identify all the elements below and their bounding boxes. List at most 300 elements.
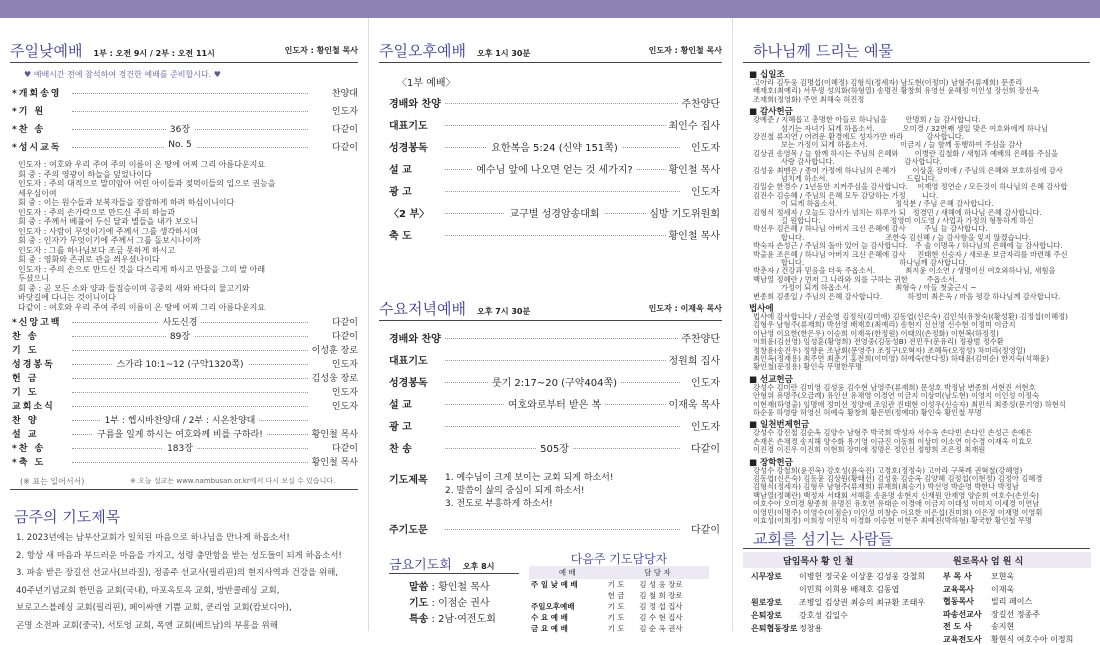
offering-line: 김동엽(신은숙) 김동윤 김상원(황태선) 김성웅 김순옥 김양혜 김정섭(이현정) 김정아 김혜경 — [753, 474, 1043, 483]
offering-line: 김형우 남형주(류재희) 박선영 배재호(최예리) 송현지 신선영 신수현 이정미 이금지 — [753, 320, 1016, 330]
wed-prayer-item: 2. 말씀이 삶의 중심이 되게 하소서! — [445, 486, 585, 496]
order-label: 설 교 — [389, 400, 412, 411]
order-leader: 인도자 — [688, 418, 720, 433]
offering-line: 강성수 강진철 김순옥 김양수 남형주 박국희 박성자 서수옥 손다빈 손다인 손성근 손예은 — [753, 428, 1033, 438]
separator: : — [428, 598, 439, 609]
servant-row — [751, 597, 925, 608]
divider — [743, 62, 1090, 63]
prayer-item: 곤명 소전파 교회(중국), 서토엉 교회, 폭앤 교회(베트남)의 부흥을 위해 — [16, 620, 278, 631]
closing-right: 다같이 — [688, 521, 720, 536]
order-leader: 인도자 — [329, 399, 358, 412]
offering-line: 백남열(정혜란) 백정자 서태회 서해훈 송윤명 송현지 신재원 안재영 양순희 여호수(손인숙) — [753, 490, 1040, 500]
wednesday-header — [379, 298, 722, 320]
dotted-leader — [72, 378, 308, 379]
order-label: *찬 송 — [12, 444, 46, 454]
offering-line: 이영민(이명주) 이영수(이점순) 이인성 이창순 이요한 이은섭(진미희) 이은정 이재명 이영휘 — [753, 507, 1043, 517]
table-row — [529, 623, 709, 634]
servant-row — [751, 623, 822, 634]
order-row — [12, 399, 358, 413]
dotted-leader — [72, 350, 308, 351]
table-row — [529, 601, 709, 612]
servant-names: 이민희 이희용 배재호 김동엽 — [799, 585, 900, 594]
order-row — [12, 86, 358, 100]
offering-line: 법사에 감사합니다 / 권순영 김정식(김미애) 김동엽(신은숙) 김인석(유창숙)(황성환) 김정섭(이혜정) — [753, 312, 1069, 321]
order-label: 성경봉독 — [12, 360, 55, 370]
responsive-line: 다같이 : 여호와 우리 주여 주의 이름이 온 땅에 어찌 그리 아름다운지요 — [18, 302, 266, 312]
order-row — [389, 227, 720, 243]
next-week-block — [529, 550, 709, 567]
servant-role: 협동목사 — [943, 597, 974, 606]
order-label: 광 고 — [389, 187, 412, 198]
order-label: 찬 양 — [12, 416, 39, 426]
table-cell: 주일오후예배 — [531, 602, 575, 611]
order-label: 광 고 — [389, 422, 412, 433]
order-content — [449, 374, 660, 389]
offering-line: 김상권 송영목 / 늘 함께 하시는 주님의 은혜와 이병란 김철화 / 새힘과 예배의 은혜를 주심을 — [753, 148, 1059, 158]
offering-line: 여호수아 오미경 왕종희 유명진 유호연 유태순 이경애 이금지 이대성 이미지 이세경 이연남 — [753, 499, 1040, 509]
dotted-leader — [445, 338, 680, 339]
friday-time: 오후 8시 — [462, 562, 495, 571]
responsive-line: 세우심이여 — [18, 188, 57, 198]
dotted-leader — [445, 360, 680, 361]
order-leader: 인도자 — [688, 374, 720, 389]
order-row — [12, 343, 358, 357]
table-cell: 김 수 현 집사 — [639, 613, 683, 622]
order-leader: 주찬양단 — [678, 95, 720, 110]
offering-line: 강성수 강철희(윤진옥) 강호성(윤숙진) 고경호(정정숙) 고아라 구복례 권혁철(강혜영) — [753, 465, 1023, 475]
offering-line: 넘치게 하소서. 드립니다. — [753, 174, 938, 183]
dotted-leader — [72, 392, 308, 393]
dotted-leader — [445, 103, 680, 104]
servant-row — [943, 571, 1014, 582]
friday-value: 황인철 목사 — [438, 582, 490, 593]
offering-line: 합니다. 하나님께 감사합니다. — [753, 258, 968, 267]
order-leader: 주찬양단 — [678, 330, 720, 345]
order-label: 기 도 — [12, 346, 39, 356]
sunday-pm-time: 오후 1시 30분 — [477, 49, 531, 58]
responsive-line: 두셨으니 — [18, 274, 49, 283]
servant-role: 전 도 사 — [943, 622, 972, 631]
responsive-line: 바닷길에 다니는 것이니이다 — [18, 293, 116, 302]
offering-line: 합니다. 조한숙 김신혜 / 늘 감사함을 잊지 않겠습니다. — [753, 232, 1032, 242]
top-color-band — [0, 0, 1100, 18]
order-label: *기 원 — [12, 107, 46, 117]
order-label: *성시교독 — [12, 143, 62, 153]
order-label: 경배와 찬양 — [389, 99, 441, 110]
offering-section-head: ■ 선교헌금 — [749, 374, 793, 385]
responsive-line: 회 중 : 주의 영광이 하늘을 덮었나이다 — [18, 169, 152, 179]
offering-section-head: ■ 장학헌금 — [749, 457, 793, 468]
order-content-text: 스가랴 10:1~12 (구약1320쪽) — [112, 360, 247, 370]
divider — [743, 548, 1090, 549]
order-row — [12, 371, 358, 385]
responsive-reading — [18, 160, 358, 312]
servant-role: 교육목사 — [943, 584, 974, 594]
table-cell: 김 정 섭 집사 — [639, 602, 683, 611]
servant-row — [751, 610, 848, 621]
wednesday-leader: 인도자 : 이재욱 목사 — [648, 304, 722, 313]
order-content — [92, 122, 268, 135]
order-leader: 황인철 목사 — [666, 227, 720, 242]
prayer-item: 40주년기념교회 한민음 교회(국내), 마포옥토옥 교회, 방반콜레싱 교회, — [16, 585, 280, 596]
servant-names: 모현욱 — [991, 572, 1015, 581]
order-content — [449, 440, 660, 455]
order-leader: 정원희 집사 — [666, 352, 720, 367]
servant-names: 송지현 — [991, 622, 1015, 631]
order-leader: 다같이 — [329, 140, 358, 153]
table-cell: 기 도 — [607, 624, 625, 633]
order-leader: 인도자 — [329, 357, 358, 370]
order-row — [389, 205, 720, 221]
order-label: 설 교 — [389, 165, 412, 176]
offering-line: 최인옥(정재용) 최주연 최춘기 홍전희(이미영) 허예숙(한다정) 하태윤(김미순) 한지숙(석해윤) — [753, 354, 1050, 363]
table-cell: 주 일 낮 예 배 — [531, 580, 578, 589]
servant-role: 은퇴협동장로 — [751, 624, 798, 633]
order-leader: 김성웅 장로 — [309, 371, 358, 384]
sunday-title: 주일낮예배 — [10, 42, 83, 60]
order-leader: 황인철 목사 — [666, 161, 720, 176]
servant-role: 파송선교사 — [943, 609, 982, 619]
offering-line: 이진경 이진우 이진희 이현희 장미애 정명은 정인선 정향희 조은정 최재원 — [753, 445, 986, 455]
servant-names: 황현식 여호수아 이정희 — [991, 634, 1074, 644]
part1-label: 〈1부 예배〉 — [397, 78, 456, 89]
offering-line: 김형식(정세자) 김형우 남형주(류재희) 류재희(최승기) 박선영 박순영 박한나 박정남 — [753, 482, 1019, 492]
order-label: *신앙고백 — [12, 318, 62, 328]
offering-line: 길 원합니다. 정영미 이도영 / 사업과 가정의 형통하게 하신 — [753, 216, 1034, 225]
order-row — [389, 418, 720, 434]
responsive-line: 회 중 : 주께서 베풀어 두신 달과 별들을 내가 보오니 — [18, 217, 199, 226]
dotted-leader — [445, 529, 680, 530]
order-row — [389, 330, 720, 346]
servant-names: 빌리 페이스 — [991, 597, 1033, 606]
servant-row — [751, 571, 925, 582]
responsive-line: 인도자 : 주의 대적으로 말미암아 어린 아이들과 젖먹이들의 입으로 권능을 — [18, 179, 276, 188]
order-content-text: 요한복음 5:24 (신약 151쪽) — [487, 143, 622, 154]
servant-names: 정창용 — [799, 624, 823, 633]
offering-line: 박춘자 / 건강과 믿음을 더욱 주옵소서. 최지윤 이소연 / 생명이신 여호와하나님, 새힘을 — [753, 266, 1056, 276]
offering-line: 김진수 김승혜 / 주님의 은혜 모두 감당하는 가정 니다. — [753, 190, 939, 200]
footnote-standing: (※ 표는 일어서서) — [20, 477, 85, 486]
order-row — [12, 140, 358, 154]
servant-role: 시무장로 — [751, 572, 782, 581]
order-label: 찬 송 — [12, 332, 39, 342]
servants-title: 교회를 섬기는 사람들 — [753, 530, 893, 548]
offering-line: 김형식 정세자 / 오늘도 감사가 넘치는 하루가 되 정경민 / 새해에 하나님 은혜 감사합니다. — [753, 207, 1042, 217]
friday-line — [409, 578, 490, 593]
dotted-leader — [445, 426, 680, 427]
friday-label: 말씀 — [409, 582, 429, 593]
order-label: 교회소식 — [12, 402, 55, 412]
servant-row — [943, 609, 1040, 620]
sunday-time: 1부 : 오전 9시 / 2부 : 오전 11시 — [93, 49, 215, 58]
table-cell: 기 도 — [607, 613, 625, 622]
order-content — [449, 396, 660, 411]
order-leader: 다같이 — [329, 329, 358, 342]
order-content — [92, 413, 268, 426]
order-label: 설 교 — [12, 430, 39, 440]
table-header-row — [529, 566, 709, 579]
emeritus-pastor: 원로목사 엄 원 식 — [953, 557, 1024, 567]
servant-row — [943, 634, 1073, 645]
order-content — [449, 161, 660, 176]
order-content — [92, 357, 268, 370]
order-content — [92, 427, 268, 440]
offering-line: 박출윤 조은혜 / 하나님 아버지 크신 은혜에 감사 진태현 신승자 / 새로운 보금자리를 마련해 주신 — [753, 249, 1068, 259]
next-week-table — [529, 566, 709, 634]
friday-value: 이점순 권사 — [438, 598, 490, 609]
dotted-leader — [445, 125, 680, 126]
prayer-item: 보로고스블레싱 교회(필리핀), 페이싸앤 기쁨 교회, 쿤리엄 교회(캄보디아), — [16, 603, 292, 613]
order-content-text: 구름을 일게 하시는 여호와께 비를 구하라! — [93, 430, 267, 440]
order-leader: 인도자 — [688, 183, 720, 198]
offering-line: 가정이 되게 하옵소서. 최형숙 / 아들 첫출근시 ~ — [753, 283, 977, 293]
offering-line: 이난영 이요한(한은우) 이승희 이재욱(한정원) 이태의(손정화) 이현복(하정정) — [753, 328, 999, 338]
servant-row — [943, 621, 1014, 632]
order-leader: 찬양대 — [329, 86, 358, 99]
servant-row — [751, 584, 899, 595]
order-label: 성경봉독 — [389, 378, 428, 389]
order-label: 성경봉독 — [389, 143, 428, 154]
servant-names: 강호성 김일수 — [799, 611, 848, 620]
order-row — [389, 139, 720, 155]
order-label: 경배와 찬양 — [389, 334, 441, 345]
servant-role: 교육전도사 — [943, 634, 982, 644]
order-content-text: 여호와로부터 받은 복 — [504, 400, 605, 411]
order-content-text: 89장 — [166, 332, 194, 342]
dotted-leader — [445, 235, 680, 236]
order-label: 〈2 부〉 — [389, 209, 430, 220]
order-content — [92, 140, 268, 150]
offering-line: 강진철 류지연 / 어려운 환경에도 성자가만 바라 감사합니다. — [753, 132, 965, 141]
offering-line: 조재희(정영화) 주연 최해숙 허진정 — [753, 94, 865, 104]
order-leader: 인도자 — [688, 139, 720, 154]
closing-row — [389, 521, 720, 537]
offering-line: 이현재(하영출) 임명애 정미선 정양애 조임관 진태현 이성우(신승자) 최민식 최종성(문기영) 하현석 — [753, 399, 1066, 409]
order-row — [12, 427, 358, 441]
divider — [379, 320, 722, 321]
order-content — [92, 441, 268, 454]
order-row — [12, 122, 358, 136]
friday-block — [389, 554, 519, 573]
table-cell: 헌 금 — [607, 591, 625, 600]
order-leader: 이성훈 장로 — [309, 343, 358, 356]
table-cell — [529, 590, 606, 601]
table-row — [529, 612, 709, 623]
order-row — [12, 357, 358, 371]
order-label: *찬 송 — [12, 125, 46, 135]
friday-label: 기도 — [409, 598, 429, 609]
offering-section-head: ■ 감사헌금 — [749, 107, 793, 118]
prayer-item: 2. 항상 새 마음과 부드러운 마음을 가지고, 성령 충만함을 받는 성도들이 되게 하옵소서! — [16, 550, 342, 561]
order-leader: 다같이 — [329, 315, 358, 328]
order-content-text: 사도신경 — [159, 318, 202, 328]
order-label: 찬 송 — [389, 444, 412, 455]
offering-line: 강예준 / 지혜롭고 총명한 아들로 하나님을 안명희 / 늘 감사합니다. — [753, 115, 981, 125]
order-leader: 황인철 목사 — [309, 455, 358, 468]
dotted-leader — [72, 111, 308, 112]
wednesday-time: 오후 7시 30분 — [477, 307, 531, 316]
offering-line: 이효성(이희정) 이희정 이민석 이경화 이승현 이현주 최예진(박하형) 황국한 황인철 무명 — [753, 516, 1032, 525]
offering-line: 백남열 정혜란 / 먼저 그 나라와 의를 구하는 귀한 주옵소서. — [753, 274, 958, 284]
order-label: 대표기도 — [389, 121, 428, 132]
responsive-line: 회 중 : 곧 모든 소와 양과 들짐승이며 공중의 새와 바다의 물고기와 — [18, 283, 250, 293]
friday-line — [409, 594, 490, 609]
order-leader: 다같이 — [688, 440, 720, 455]
order-leader: 이재욱 목사 — [666, 396, 720, 411]
order-content-text: 교구별 성경암송대회 — [505, 209, 603, 220]
offering-title: 하나님께 드리는 예물 — [753, 42, 893, 60]
prayer-item: 3. 파송 받은 장길선 선교사(브라질), 정종주 선교사(필리핀)의 현지사역과 건강을 위해, — [16, 568, 339, 578]
order-content-text: 예수님 앞에 나오면 얻는 것 세가지? — [472, 165, 636, 176]
responsive-line: 인도자 : 사람이 무엇이기에 주께서 그를 생각하시며 — [18, 226, 199, 236]
order-content — [92, 315, 268, 328]
offering-line: 손재은 손채경 송지해 양수화 유기영 이규진 이동희 이상미 이소연 이수경 이재욱 이효오 — [753, 436, 1033, 446]
order-leader: 인도자 — [329, 104, 358, 117]
order-row — [389, 440, 720, 456]
sunday-pm-header — [379, 40, 722, 62]
wed-prayer-item: 3. 전도로 부흥하게 하소서! — [445, 499, 553, 509]
sunday-header — [10, 40, 358, 62]
divider — [10, 489, 358, 490]
servant-names: 장길선 정종주 — [991, 609, 1040, 619]
prayer-title: 금주의 기도제목 — [14, 508, 121, 526]
order-row — [389, 95, 720, 111]
order-row — [12, 455, 358, 469]
servant-names: 이병헌 정국윤 이상훈 김성웅 강철희 — [799, 572, 926, 581]
responsive-line: 회 중 : 이는 원수들과 보복자들을 잠잠하게 하려 하심이니이다 — [18, 198, 235, 207]
order-content-text: 183장 — [163, 444, 197, 454]
order-label: *축 도 — [12, 458, 46, 468]
wednesday-title: 수요저녁예배 — [379, 300, 466, 318]
dotted-leader — [72, 406, 308, 407]
order-content-text: 1부 : 헵시바찬양대 / 2부 : 시온찬양대 — [101, 416, 260, 426]
order-label: 헌 금 — [12, 374, 39, 384]
offering-section-head: ■ 십일조 — [749, 70, 785, 80]
table-cell: 김 성 웅 장로 — [639, 580, 683, 589]
offering-section-head: ■ 일천번제헌금 — [749, 420, 810, 431]
closing-label: 주기도문 — [389, 525, 428, 536]
servant-names: 이재욱 — [991, 584, 1015, 594]
order-leader: 최인수 집사 — [666, 117, 720, 132]
responsive-line: 회 중 : 영화와 존귀로 관을 씌우셨나이다 — [18, 255, 160, 264]
offering-line: 김성웅 최맨은 / 종미 가정에 하나님의 은혜가 이상훈 장미애 / 주님의 은혜와 보호하심에 감사 — [753, 165, 1063, 175]
order-content-text: 36장 — [166, 125, 194, 135]
divider — [389, 573, 519, 574]
servant-role: 은퇴장로 — [751, 611, 782, 620]
order-content-text: 룻기 2:17~20 (구약404쪽) — [488, 378, 621, 389]
offering-line: 황인철(문정용) 황인숙 무명한무명 — [753, 362, 863, 372]
responsive-line: 인도자 : 그를 하나님보다 조금 못하게 하시고 — [18, 245, 176, 255]
order-content-text: No. 5 — [164, 140, 196, 150]
table-cell: 김 순 옥 권사 — [639, 624, 683, 633]
prayer-item: 1. 2023년에는 남부산교회가 일치된 마음으로 하나님을 만나게 하옵소서! — [16, 533, 290, 543]
offering-line: 고아라 김두웅 김명섭(이혜정) 김형식(정세자) 남도현(이정미) 남형주(류재희) 문종리 — [753, 78, 1023, 87]
table-cell: 수 요 예 배 — [531, 613, 568, 622]
table-cell: 기 도 — [607, 602, 625, 611]
order-row — [389, 396, 720, 412]
order-row — [12, 413, 358, 427]
offering-line: 이희윤(김선영) 임성훈(황영희) 전영중(김동성B) 전민우(문유리) 정광범 정수환 — [753, 337, 1004, 347]
servant-row — [943, 596, 1032, 607]
order-label: *개회송영 — [12, 89, 62, 99]
servant-role: 부 목 사 — [943, 572, 972, 581]
dotted-leader — [445, 191, 680, 192]
divider — [379, 62, 722, 63]
order-leader: 다같이 — [329, 441, 358, 454]
table-cell: 기 도 — [607, 580, 625, 589]
order-content-text: 505장 — [536, 444, 573, 455]
responsive-line: 인도자 : 주의 손가락으로 만드신 주의 하늘과 — [18, 207, 176, 217]
sunday-pm-leader: 인도자 : 황인철 목사 — [648, 46, 722, 55]
order-row — [389, 374, 720, 390]
order-content — [449, 205, 660, 220]
offering-line: 김일순 한경수 / 1년동안 지켜주심을 감사합니다. 이재영 정연순 / 모든것이 하나님의 은혜 감사합 — [753, 182, 1068, 192]
order-row — [389, 161, 720, 177]
order-row — [12, 315, 358, 329]
table-row — [529, 590, 709, 601]
order-row — [389, 352, 720, 368]
column-offerings — [732, 18, 1100, 644]
offering-line: 변종희 김종일 / 주님의 은혜 감사합니다. 하정미 최은옥 / 마음 평강 하나님께 감사합니다. — [753, 291, 1061, 301]
offering-line: 안형위 유명주(오금례) 유인선 유채영 이경연 이금지 이상미(남도현) 이영지 이인성 이정숙 — [753, 391, 1040, 401]
sunday-notice: ♥ 예배시간 전에 참석하여 경건한 예배를 준비합시다. ♥ — [24, 70, 221, 79]
separator: : — [428, 614, 439, 625]
senior-pastor: 담임목사 황 인 철 — [783, 557, 854, 567]
order-content — [449, 139, 660, 154]
next-week-title: 다음주 기도담당자 — [570, 552, 668, 566]
friday-label: 특송 — [409, 614, 429, 625]
divider — [10, 62, 358, 63]
order-leader: 인도자 — [329, 385, 358, 398]
offering-line: 배재호(최예리) 서무생 성의화(하형열) 송명진 황창희 유영선 윤혜정 이인성 장선희 장선옥 — [753, 86, 1040, 96]
servant-names: 조병일 김상권 최승의 최규환 조태우 — [799, 598, 926, 607]
responsive-line: 인도자 : 주의 손으로 만드신 것을 다스리게 하시고 만물을 그의 발 아래 — [18, 264, 266, 274]
column-sunday-worship — [0, 18, 368, 631]
responsive-line: 인도자 : 여호와 우리 주여 주의 이름이 온 땅에 어찌 그리 아름다운지요 — [18, 160, 266, 169]
dotted-leader — [72, 462, 308, 463]
sunday-leader: 인도자 : 황인철 목사 — [284, 46, 358, 55]
column-other-services — [368, 18, 732, 631]
responsive-line: 회 중 : 인자가 무엇이기에 주께서 그를 돌보시나이까 — [18, 236, 201, 245]
offering-line: 섬기는 자녀가 되게 하옵소서. 오미경 / 32번째 생일 맞은 여호와에게 하나님 — [753, 123, 1049, 133]
table-row — [529, 579, 709, 590]
order-row — [389, 183, 720, 199]
friday-value: 2남·여전도회 — [438, 614, 496, 625]
offering-line: 이 되게 하옵소서. 정석분 / 주님 은혜 감사합니다. — [753, 199, 994, 209]
offering-line: 박숙자 손성근 / 주님의 돌아 있어 늘 감사합니다. 주 술 이명옥 / 하나님의 은혜에 늘 감사합니다. — [753, 241, 1063, 251]
friday-title: 금요기도회 — [389, 558, 452, 573]
order-row — [12, 104, 358, 118]
order-row — [12, 329, 358, 343]
wed-prayer-label: 기도제목 — [389, 475, 428, 486]
offering-line: 하순웅 하영랑 허영신 허예숙 황창희 황은빈(정예대) 황인숙 황인철 무명 — [753, 408, 982, 417]
servant-role: 원로장로 — [751, 598, 782, 607]
offering-line: 사랑 감사합니다. 감사합니다. — [753, 157, 942, 167]
offering-line: 보는 가정이 되게 하옵소서. 이금지 / 늘 함께 동행하여 주심을 감사 — [753, 140, 1023, 150]
table-header: 예 배 — [558, 568, 576, 577]
order-row — [12, 385, 358, 399]
order-row — [12, 441, 358, 455]
offering-line: 강성수 김미란 김미영 김성웅 김수현 남영주(류재희) 문성호 박정남 변종희 서현진 서현호 — [753, 382, 1036, 392]
table-cell: 금 요 예 배 — [531, 624, 568, 633]
order-content — [92, 329, 268, 342]
sunday-pm-title: 주일오후예배 — [379, 42, 466, 60]
order-leader: 황인철 목사 — [309, 427, 358, 440]
wed-prayer-item: 1. 예수님이 크게 보이는 교회 되게 하소서! — [445, 473, 614, 483]
order-label: 대표기도 — [389, 356, 428, 367]
dotted-leader — [72, 93, 308, 94]
offering-line: 정창윤(송진우) 정향운 조남회(문영주) 조정구(오혁자) 조혜득(오정성) 차미라(정영일) — [753, 345, 1026, 355]
